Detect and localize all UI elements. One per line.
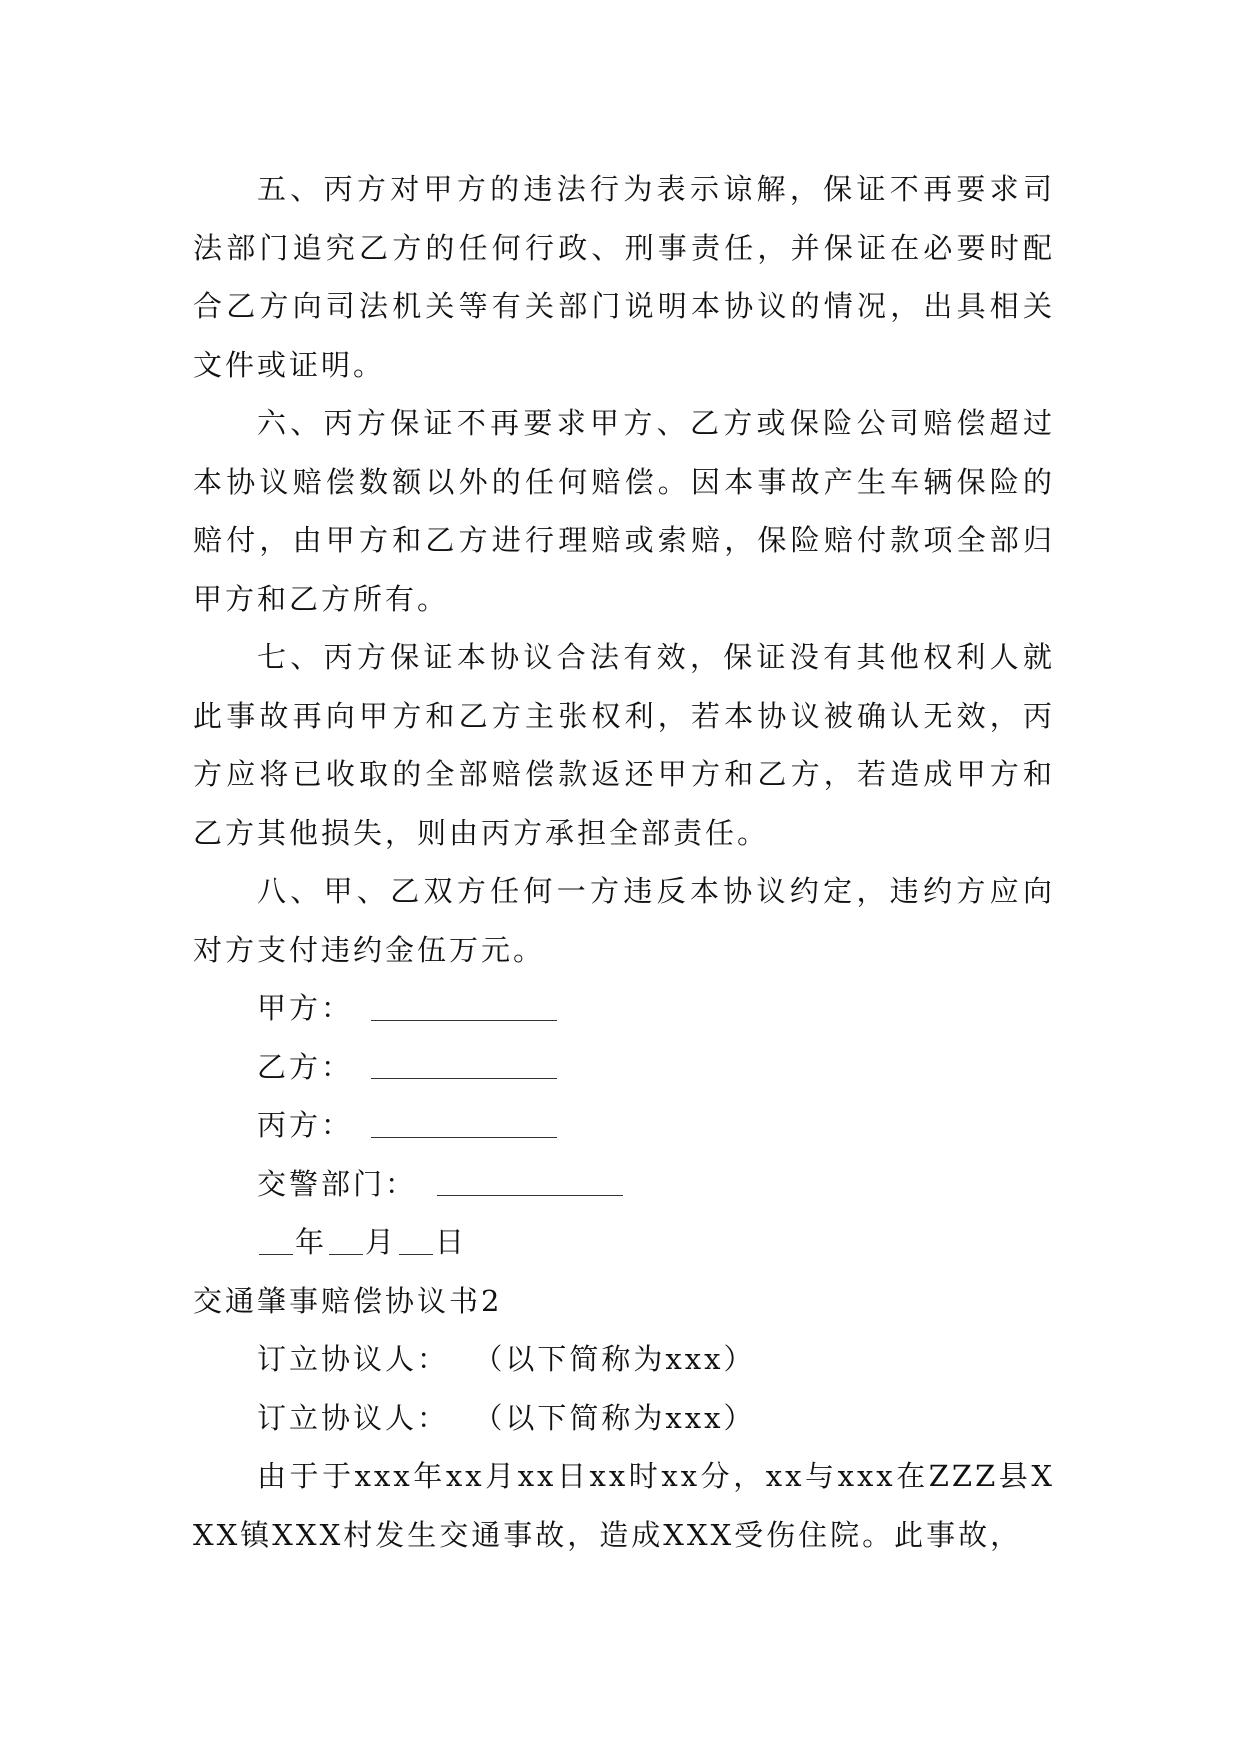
date-blank-day — [399, 1234, 433, 1255]
clause-five: 五、丙方对甲方的违法行为表示谅解，保证不再要求司法部门追究乙方的任何行政、刑事责任，并保证在必要时配合乙方向司法机关等有关部门说明本协议的情况，出具相关文件或证明。 — [193, 172, 1055, 382]
document-page — [193, 160, 1055, 1564]
signature-party-c — [193, 1096, 1055, 1155]
signature-party-a — [193, 979, 1055, 1038]
date-day-label: 日 — [435, 1225, 468, 1259]
date-month-label: 月 — [365, 1225, 398, 1259]
signature-label-party-c: 丙方： — [257, 1108, 354, 1142]
signature-label-police: 交警部门： — [257, 1166, 418, 1201]
signature-blank-party-b — [371, 1058, 557, 1079]
signature-blank-party-c — [371, 1117, 557, 1138]
signature-blank-police — [437, 1175, 623, 1196]
signature-police — [193, 1155, 1055, 1214]
date-year-label: 年 — [295, 1225, 328, 1259]
signature-party-b — [193, 1038, 1055, 1097]
signature-label-party-b: 乙方： — [257, 1049, 354, 1084]
clause-seven: 七、丙方保证本协议合法有效，保证没有其他权利人就此事故再向甲方和乙方主张权利，若本协议被确认无效，丙方应将已收取的全部赔偿款返还甲方和乙方，若造成甲方和乙方其他损失，则由丙方承担全部责任。 — [193, 640, 1055, 850]
accident-description: 由于于xxx年xx月xx日xx时xx分，xx与xxx在ZZZ县XXX镇XXX村发生交通事故，造成XXX受伤住院。此事故， — [193, 1459, 1055, 1552]
second-agreement-title: 交通肇事赔偿协议书2 — [193, 1283, 503, 1318]
clause-eight: 八、甲、乙双方任何一方违反本协议约定，违约方应向对方支付违约金伍万元。 — [193, 874, 1055, 967]
signature-label-party-a: 甲方： — [257, 991, 354, 1025]
clause-six: 六、丙方保证不再要求甲方、乙方或保险公司赔偿超过本协议赔偿数额以外的任何赔偿。因本事故产生车辆保险的赔付，由甲方和乙方进行理赔或索赔，保险赔付款项全部归甲方和乙方所有。 — [193, 406, 1055, 616]
party-line-2: 订立协议人： （以下简称为xxx） — [257, 1400, 756, 1435]
date-blank-year — [259, 1234, 293, 1255]
date-line — [193, 1213, 1055, 1272]
signature-blank-party-a — [371, 1000, 557, 1021]
party-line-1: 订立协议人： （以下简称为xxx） — [257, 1342, 756, 1376]
date-blank-month — [329, 1234, 363, 1255]
